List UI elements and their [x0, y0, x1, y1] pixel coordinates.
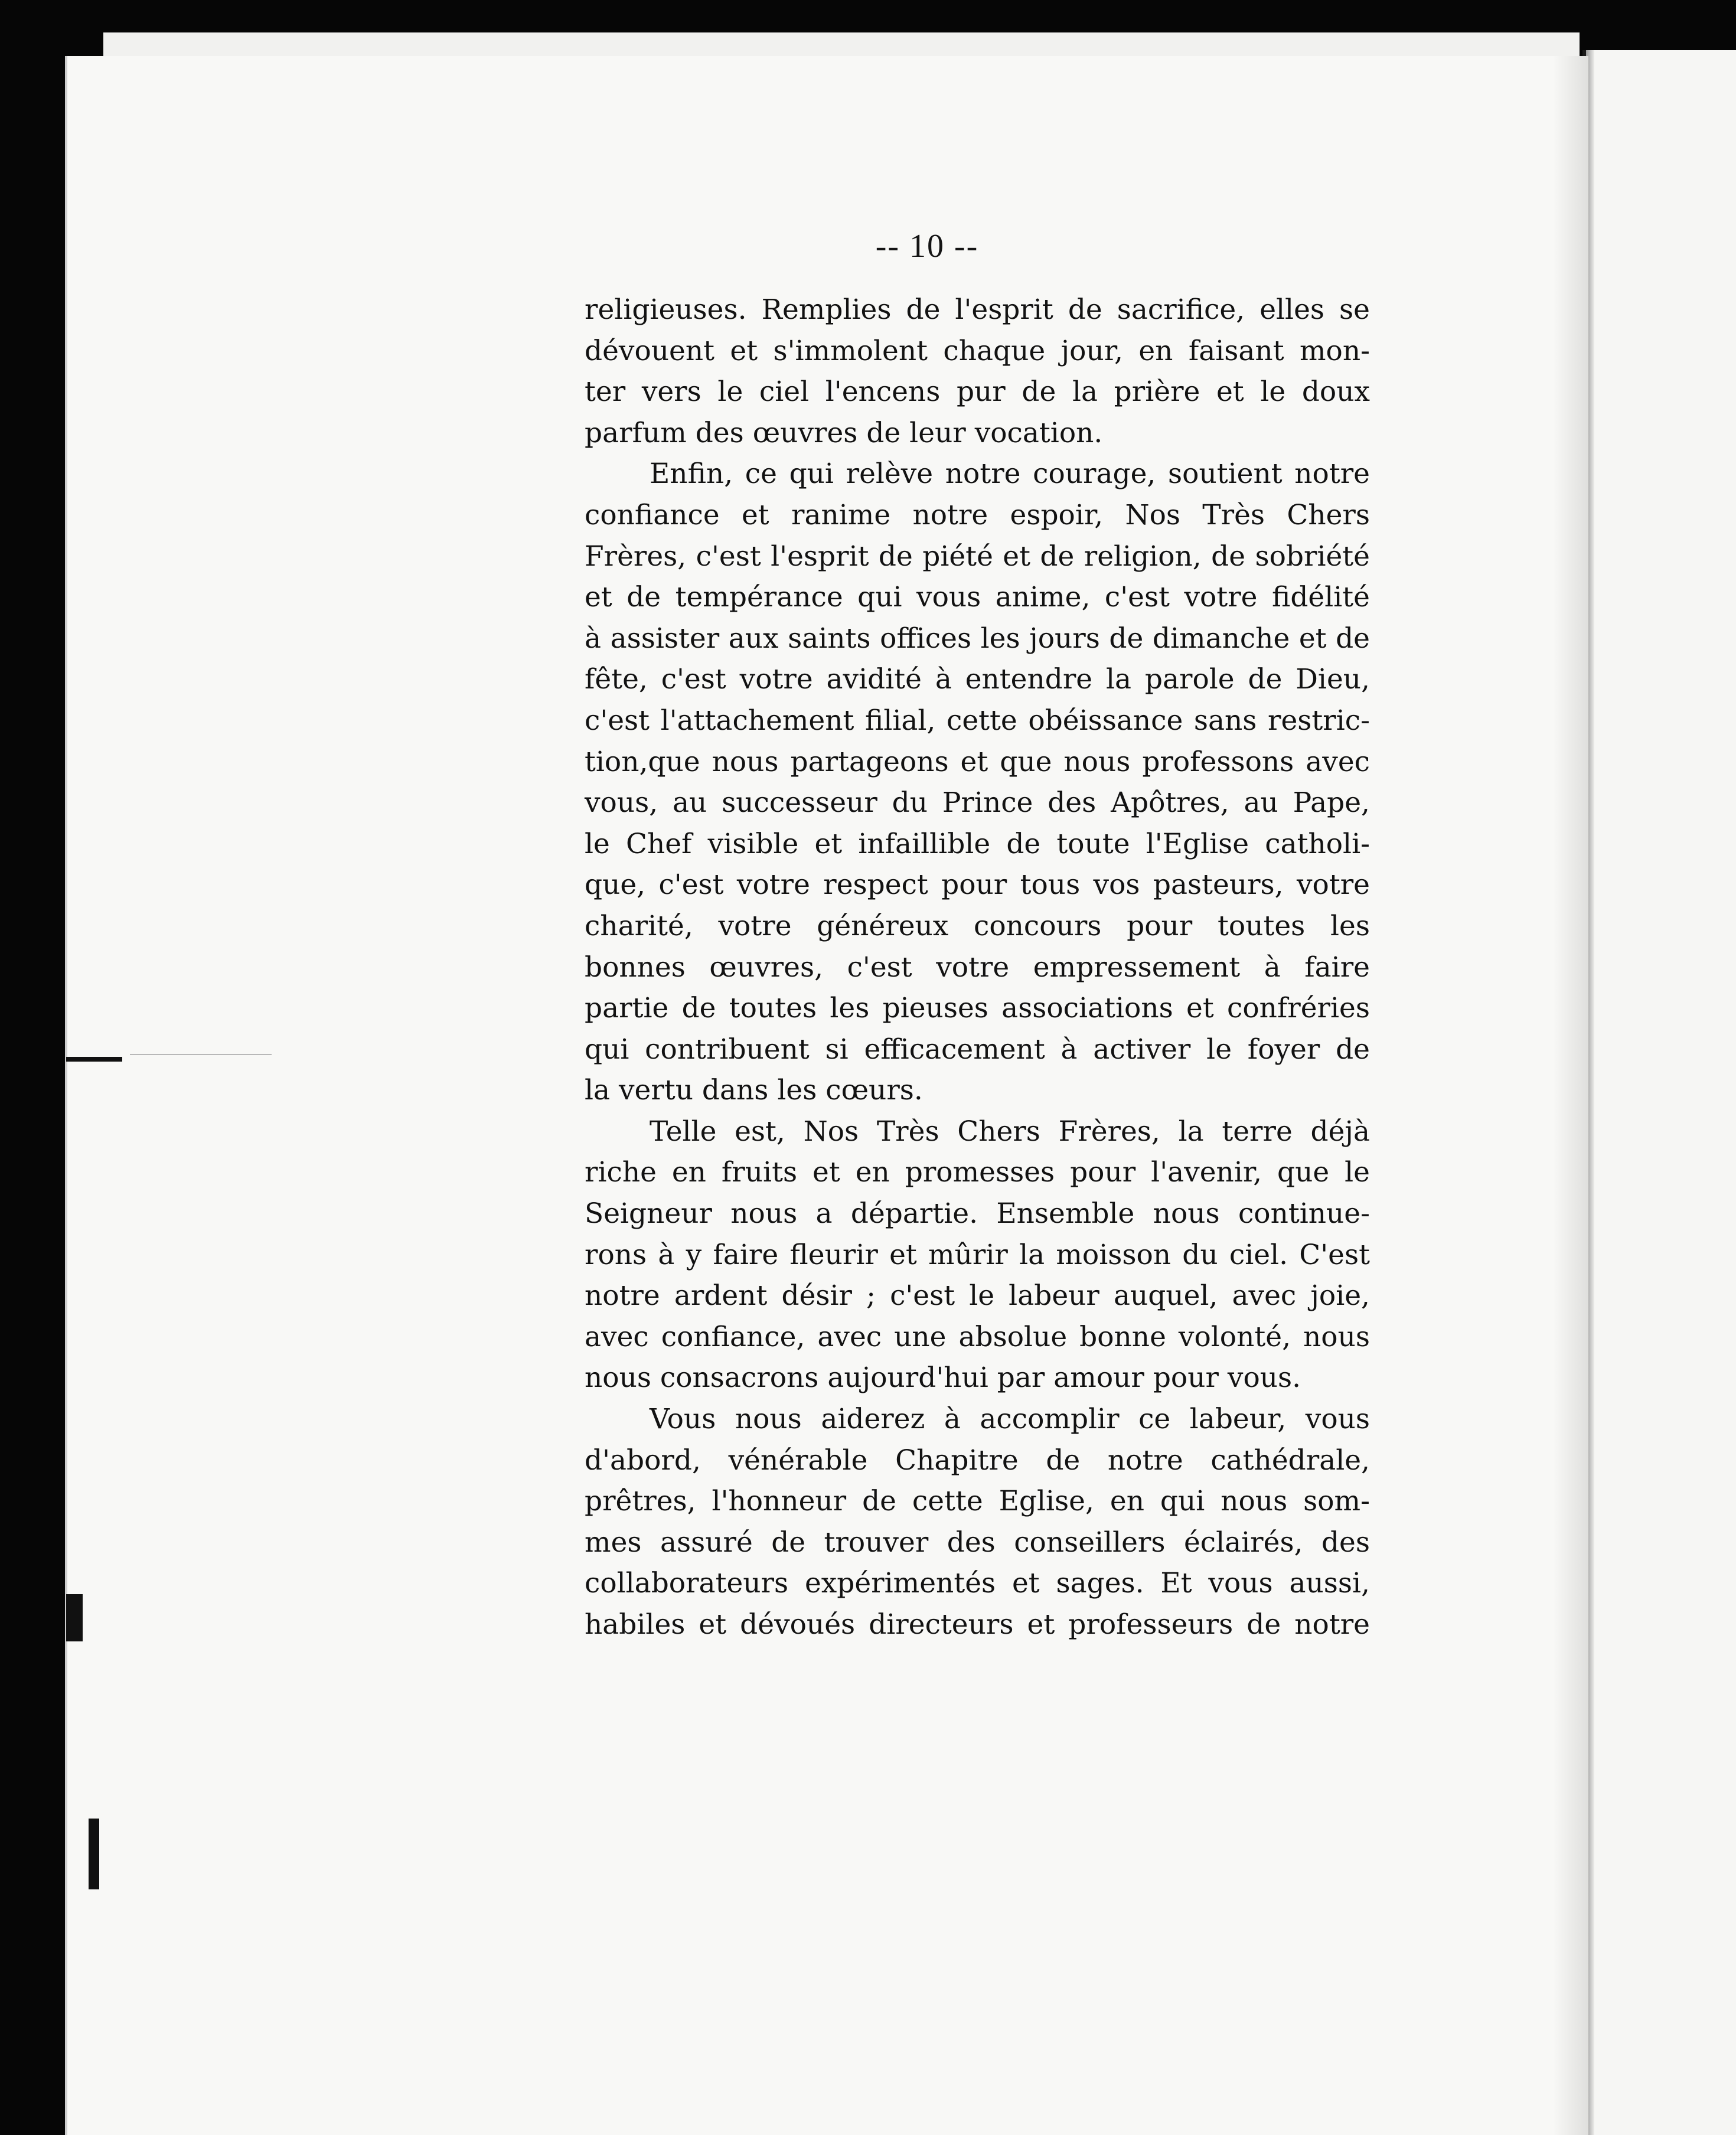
text-line: habiles et dévoués directeurs et professeurs de notre: [585, 1608, 1370, 1641]
text-line: collaborateurs expérimentés et sages. Et vous aussi,: [585, 1567, 1370, 1600]
text-line: confiance et ranime notre espoir, Nos Très Chers: [585, 498, 1370, 531]
margin-tab-mark: [66, 1594, 83, 1641]
text-line: d'abord, vénérable Chapitre de notre cathédrale,: [585, 1444, 1370, 1477]
page-number: -- 10 --: [875, 228, 979, 265]
page-fold-line: [130, 1054, 272, 1055]
text-line: ter vers le ciel l'encens pur de la prière et le doux: [585, 376, 1370, 409]
text-line: Frères, c'est l'esprit de piété et de religion, de sobriété: [585, 540, 1370, 573]
text-line: tion,que nous partageons et que nous professons avec: [585, 745, 1370, 778]
text-line: Telle est, Nos Très Chers Frères, la terre déjà: [650, 1115, 1370, 1148]
top-sheet-edge: [103, 32, 1580, 56]
text-line: nous consacrons aujourd'hui par amour pour vous.: [585, 1362, 1301, 1395]
text-line: c'est l'attachement filial, cette obéissance sans restric-: [585, 704, 1370, 737]
text-line: bonnes œuvres, c'est votre empressement à faire: [585, 951, 1370, 984]
text-line: riche en fruits et en promesses pour l'avenir, que le: [585, 1156, 1370, 1189]
text-line: charité, votre généreux concours pour toutes les: [585, 909, 1370, 942]
paragraph-1: [585, 289, 1370, 453]
paragraph-4: [585, 1399, 1370, 1646]
adjacent-page-edge: [1582, 50, 1736, 2135]
text-line: qui contribuent si efficacement à activer le foyer de: [585, 1033, 1370, 1066]
text-line: partie de toutes les pieuses associations et confréries: [585, 992, 1370, 1025]
text-line: mes assuré de trouver des conseillers éclairés, des: [585, 1526, 1370, 1559]
text-line: le Chef visible et infaillible de toute l'Eglise catholi-: [585, 827, 1370, 860]
text-line: avec confiance, avec une absolue bonne volonté, nous: [585, 1320, 1370, 1353]
text-line: religieuses. Remplies de l'esprit de sacrifice, elles se: [585, 293, 1370, 326]
text-line: et de tempérance qui vous anime, c'est votre fidélité: [585, 581, 1370, 614]
text-line: dévouent et s'immolent chaque jour, en faisant mon-: [585, 334, 1370, 367]
text-line: la vertu dans les cœurs.: [585, 1074, 923, 1107]
margin-tab-mark: [89, 1819, 99, 1889]
text-line: notre ardent désir ; c'est le labeur auquel, avec joie,: [585, 1279, 1370, 1313]
text-line: que, c'est votre respect pour tous vos pasteurs, votre: [585, 869, 1370, 902]
paragraph-3: [585, 1111, 1370, 1399]
text-line: parfum des œuvres de leur vocation.: [585, 416, 1103, 449]
text-line: fête, c'est votre avidité à entendre la parole de Dieu,: [585, 663, 1370, 696]
text-line: Vous nous aiderez à accomplir ce labeur, vous: [650, 1403, 1370, 1436]
text-line: vous, au successeur du Prince des Apôtres, au Pape,: [585, 786, 1370, 820]
paragraph-2: [585, 453, 1370, 1111]
text-line: rons à y faire fleurir et mûrir la moisson du ciel. C'est: [585, 1238, 1370, 1271]
text-line: à assister aux saints offices les jours de dimanche et de: [585, 622, 1370, 655]
text-line: Enfin, ce qui relève notre courage, soutient notre: [650, 458, 1370, 491]
margin-tab-mark: [66, 1057, 122, 1062]
text-line: prêtres, l'honneur de cette Eglise, en qui nous som-: [585, 1485, 1370, 1518]
body-text: [585, 289, 1370, 1646]
text-line: Seigneur nous a départie. Ensemble nous continue-: [585, 1197, 1370, 1230]
